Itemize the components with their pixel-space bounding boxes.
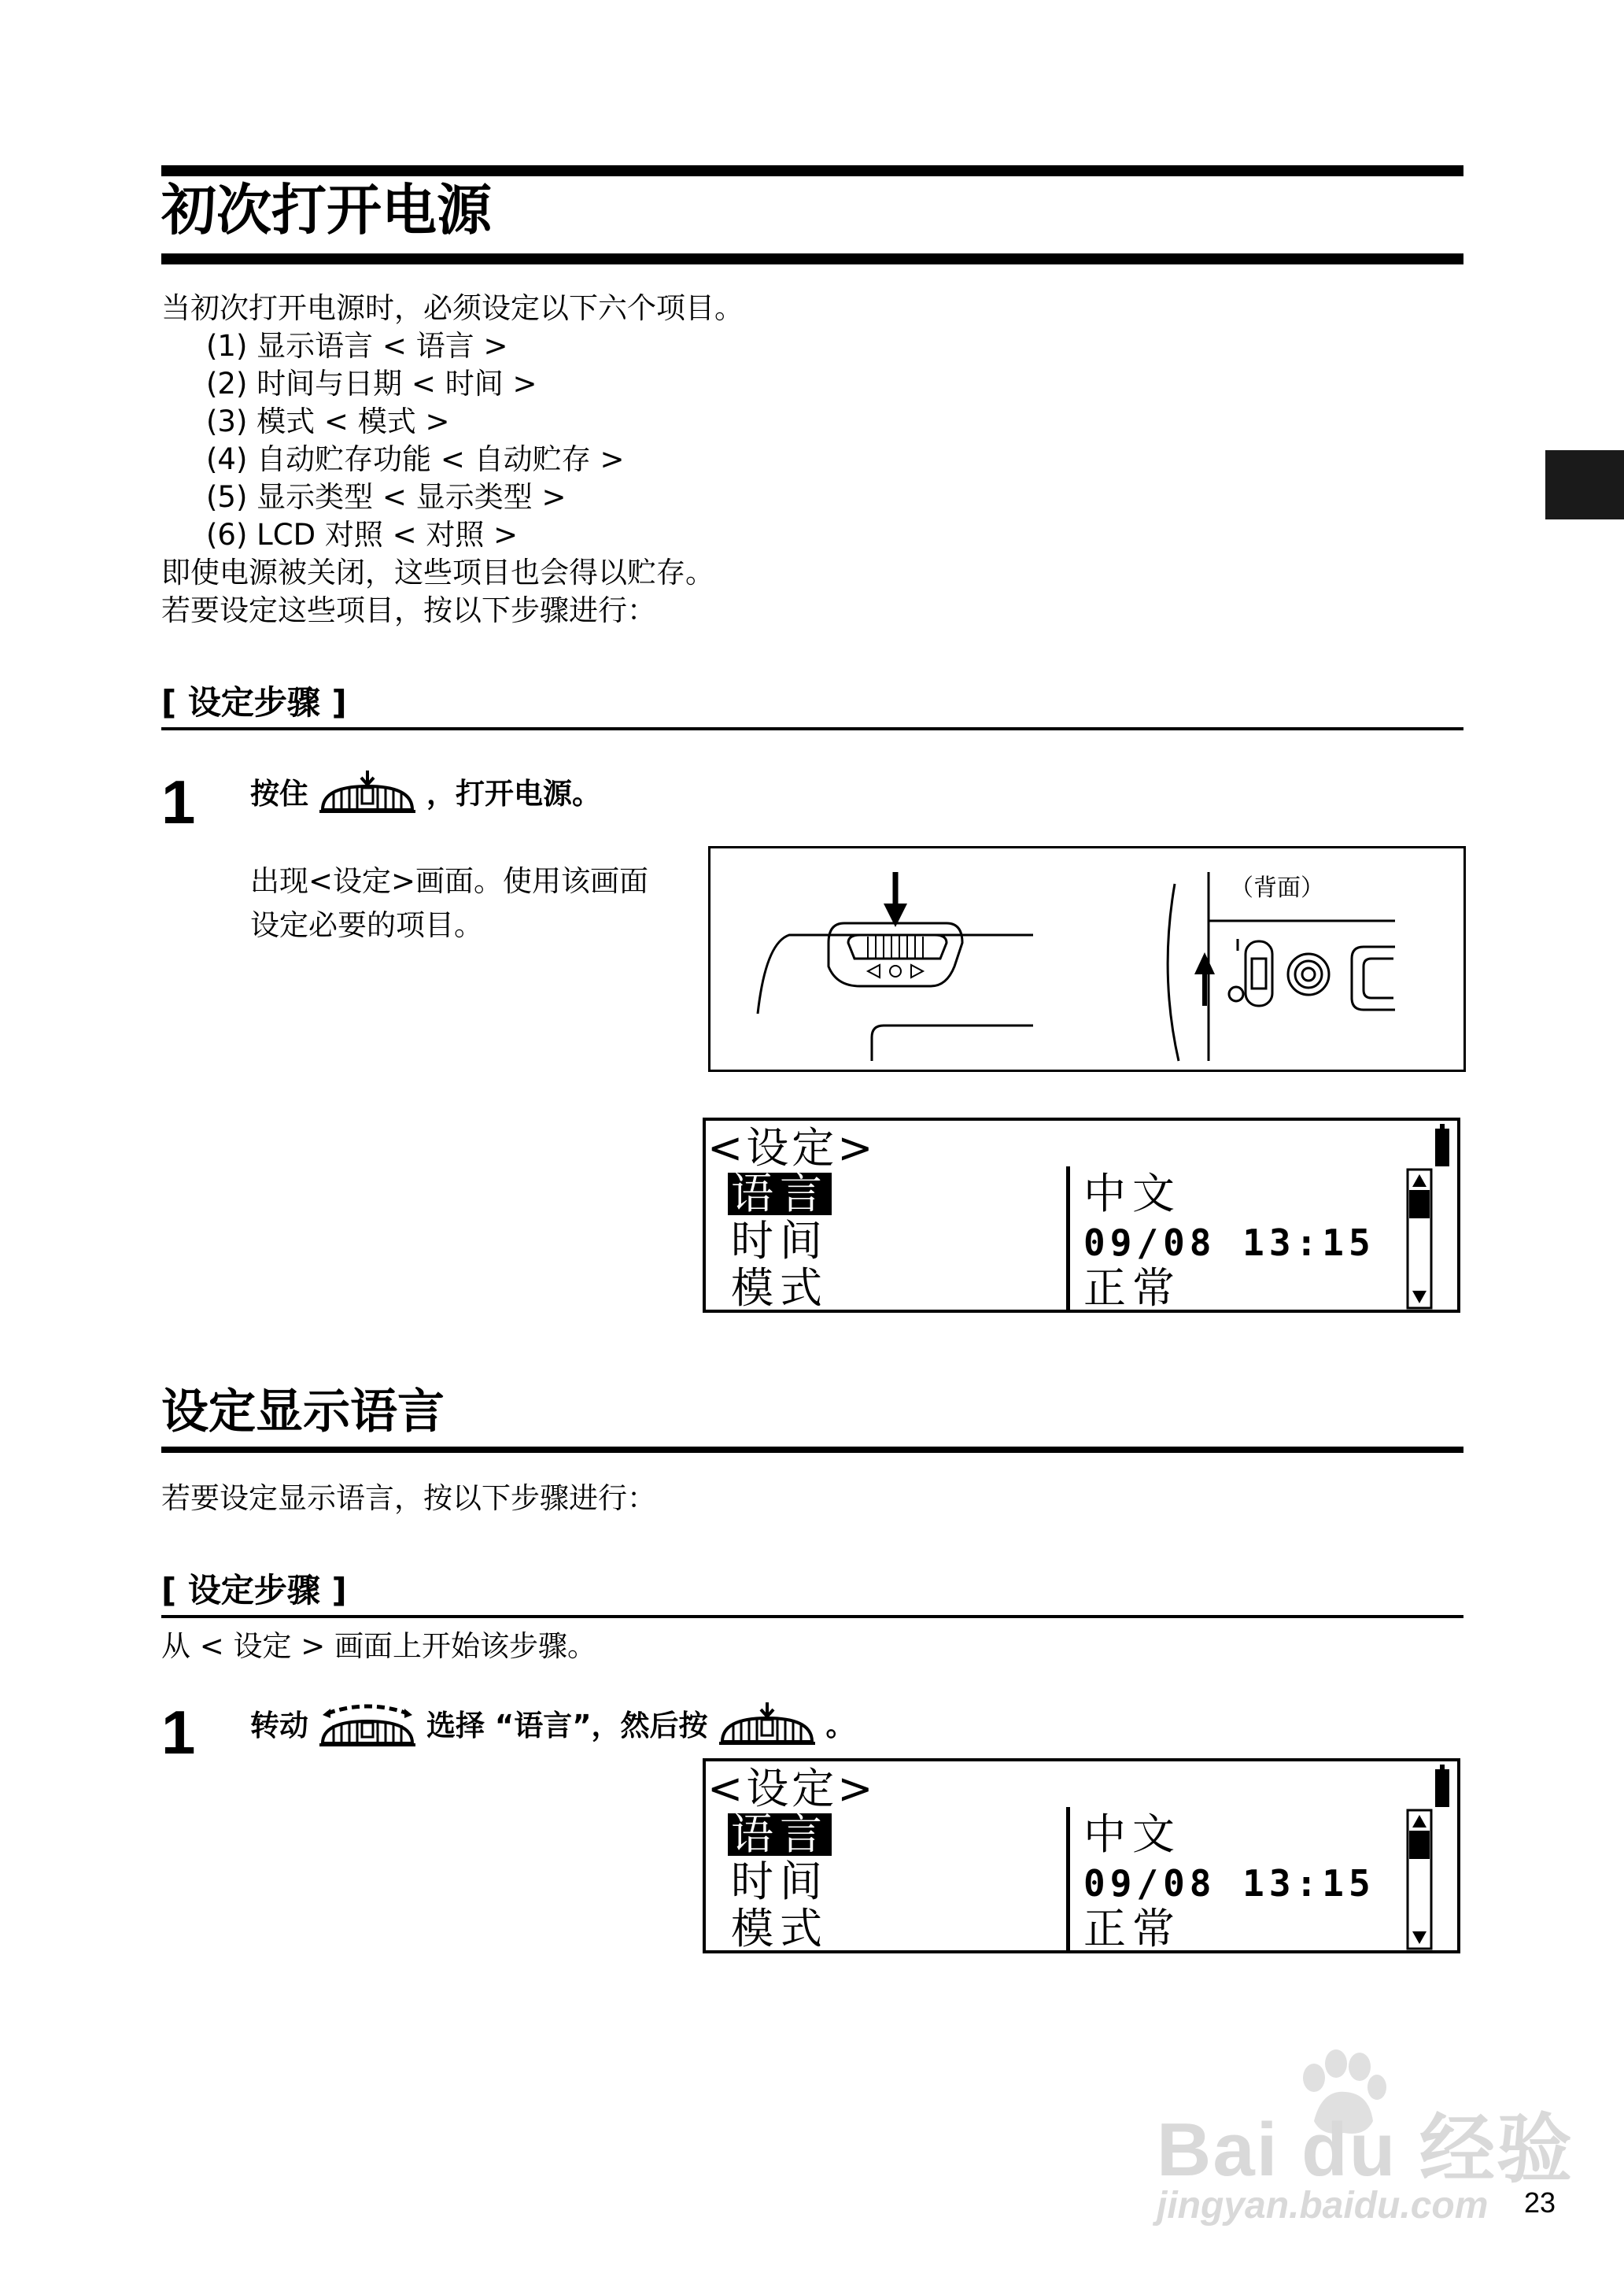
desc-line: 出现<设定>画面。使用该画面 [250,864,649,898]
scroll-thumb [1409,1831,1430,1859]
start-note: 从 < 设定 > 画面上开始该步骤。 [161,1629,597,1663]
lcd-setup-screen [703,1118,1460,1313]
top-rule [161,165,1463,176]
step-text: 选择 “语言”，然后按 [426,1708,708,1743]
lcd-value-language: 中文 [1083,1809,1181,1859]
scrollbar[interactable] [1406,1809,1433,1950]
list-item: (4) 自动贮存功能 < 自动贮存 > [206,442,625,476]
lcd-item-mode[interactable]: 模式 [731,1263,829,1313]
section-title: 设定显示语言 [161,1384,445,1439]
battery-icon [1434,1765,1451,1809]
step-number: 1 [161,1698,196,1767]
camera-figure [708,846,1466,1072]
step-text: 转动 [250,1708,308,1743]
battery-icon [1434,1124,1451,1168]
lcd-setup-screen [703,1758,1460,1953]
camera-illustration [710,848,1463,1070]
list-item: (6) LCD 对照 < 对照 > [206,518,519,552]
watermark-brand: Bai du 经验 [1157,2108,1574,2192]
lcd-divider [1066,1166,1070,1310]
lcd-divider [1066,1807,1070,1950]
jog-dial-rotate-icon [316,1701,419,1750]
scroll-thumb [1409,1190,1430,1218]
lcd-item-time[interactable]: 时间 [731,1216,829,1266]
lcd-value-mode: 正常 [1083,1904,1181,1953]
list-item: (2) 时间与日期 < 时间 > [206,367,537,401]
step-instruction [250,770,601,817]
procedure-rule [161,727,1463,730]
title-rule [161,253,1463,264]
step-text: 。 [825,1708,855,1743]
procedure-title: [ 设定步骤 ] [161,1571,347,1609]
lcd-title: <设定> [707,1123,877,1173]
jog-dial-press-icon [316,771,419,816]
back-label: （背面） [1230,874,1324,902]
list-item: (3) 模式 < 模式 > [206,405,450,438]
section-rule [161,1447,1463,1453]
procedure-title: [ 设定步骤 ] [161,683,347,722]
note-line: 若要设定这些项目，按以下步骤进行： [161,593,656,627]
page-title: 初次打开电源 [161,178,492,242]
lcd-value-time: 09/08 13:15 [1083,1862,1375,1905]
scrollbar[interactable] [1406,1168,1433,1310]
step-number: 1 [161,767,196,837]
lcd-item-language[interactable]: 语言 [728,1813,832,1856]
chapter-tab [1545,450,1624,519]
jog-dial-press-icon [716,1702,818,1748]
procedure-rule [161,1615,1463,1618]
step-text: ，打开电源。 [426,776,601,811]
lcd-value-mode: 正常 [1083,1263,1181,1313]
step-description [250,859,648,948]
lcd-item-mode[interactable]: 模式 [731,1904,829,1953]
watermark-url: jingyan.baidu.com [1157,2185,1489,2227]
intro-line: 当初次打开电源时，必须设定以下六个项目。 [161,291,744,325]
lcd-title: <设定> [707,1764,877,1813]
lcd-item-time[interactable]: 时间 [731,1857,829,1906]
desc-line: 设定必要的项目。 [250,908,483,942]
step-text: 按住 [250,776,308,811]
lcd-item-language[interactable]: 语言 [728,1173,832,1215]
section-intro: 若要设定显示语言，按以下步骤进行： [161,1481,656,1515]
list-item: (1) 显示语言 < 语言 > [206,329,508,363]
lcd-value-time: 09/08 13:15 [1083,1221,1375,1264]
step-instruction [250,1700,855,1750]
list-item: (5) 显示类型 < 显示类型 > [206,480,567,514]
page-number: 23 [1524,2186,1556,2219]
intro-text [161,290,744,630]
lcd-value-language: 中文 [1083,1169,1181,1218]
note-line: 即使电源被关闭，这些项目也会得以贮存。 [161,556,714,589]
